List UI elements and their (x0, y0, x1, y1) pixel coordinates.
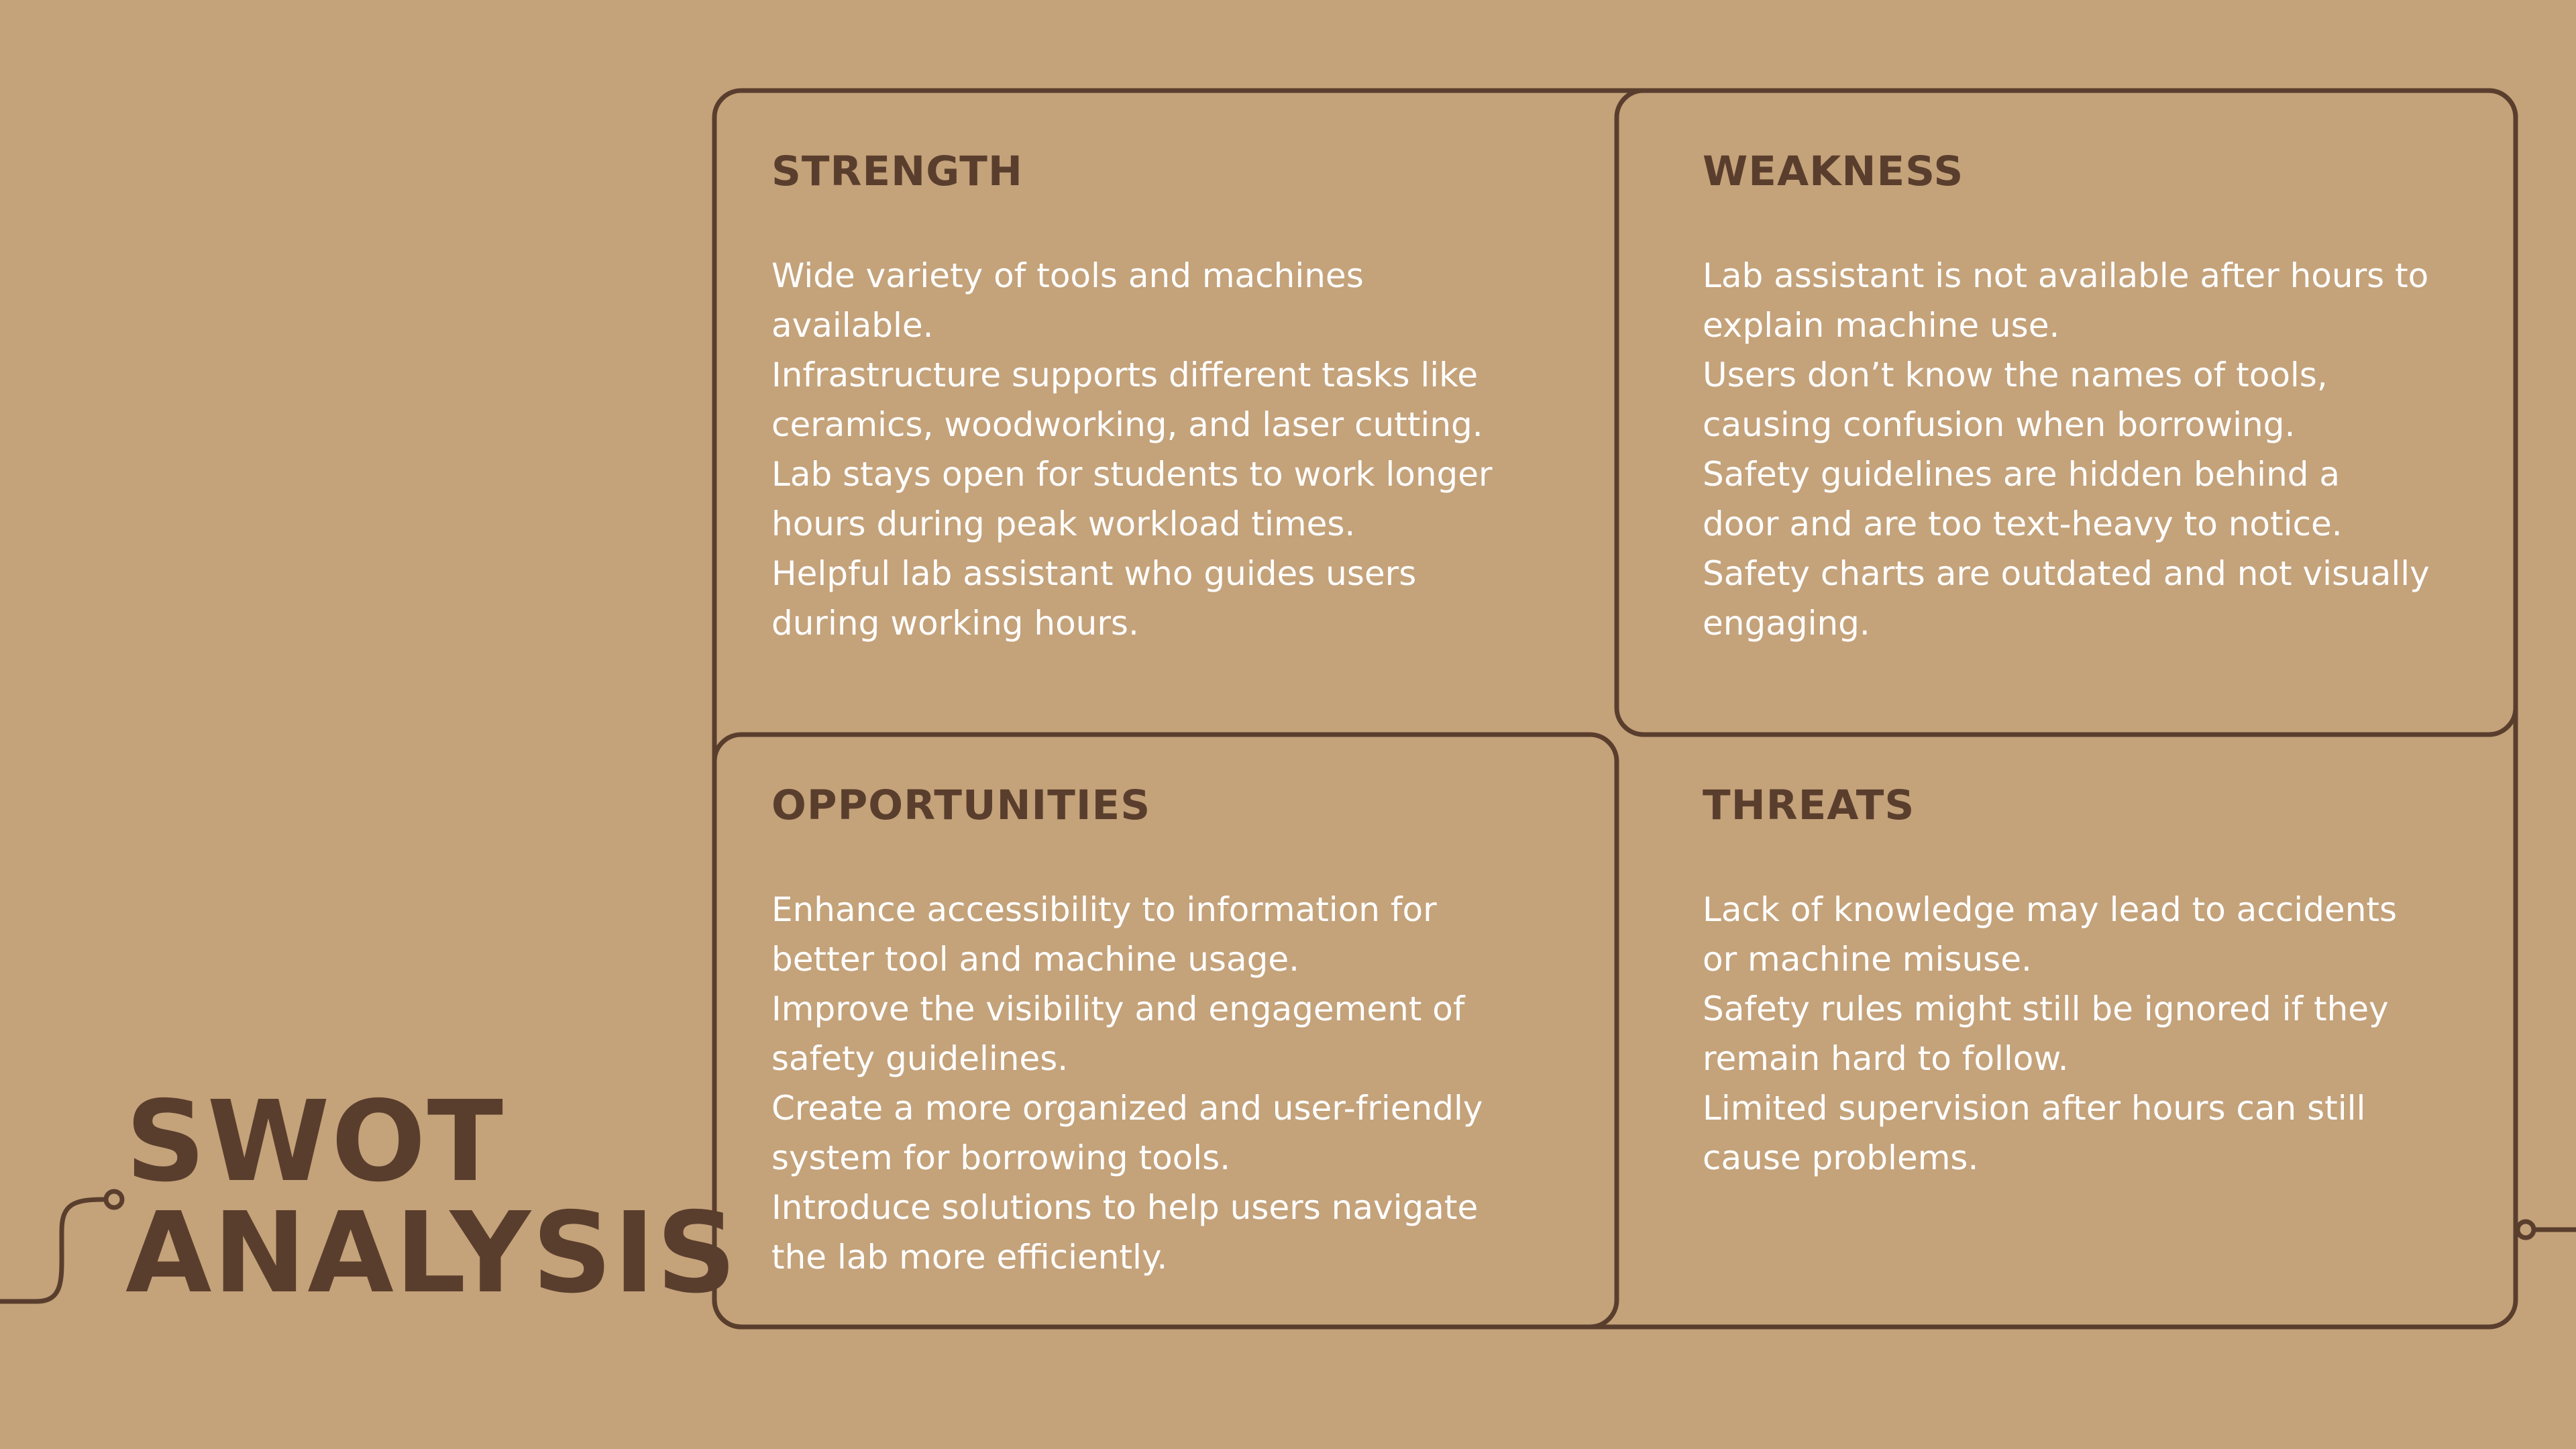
strength-item: Wide variety of tools and machines available. (771, 256, 1364, 345)
left-connector-node (106, 1191, 122, 1208)
weakness-quadrant (1703, 148, 2501, 648)
strength-quadrant (771, 148, 1603, 648)
page-title-line-2: ANALYSIS (125, 1189, 738, 1318)
weakness-item: Users don’t know the names of tools, causing confusion when borrowing. (1703, 356, 2328, 444)
right-connector-node (2518, 1222, 2534, 1238)
opportunities-list (771, 885, 1603, 1282)
weakness-list (1703, 251, 2501, 648)
page-title-line-1: SWOT (125, 1077, 505, 1207)
threats-quadrant (1703, 782, 2501, 1183)
opportunities-heading: OPPORTUNITIES (771, 782, 1151, 829)
threats-item: Lack of knowledge may lead to accidents or machine misuse. (1703, 890, 2398, 979)
threats-list (1703, 885, 2501, 1183)
strength-heading: STRENGTH (771, 148, 1023, 195)
strength-item: Infrastructure supports different tasks like ceramics, woodworking, and laser cutting. (771, 356, 1483, 444)
weakness-heading: WEAKNESS (1703, 148, 1964, 195)
strength-item: Lab stays open for students to work longer hours during peak workload times. (771, 455, 1493, 543)
weakness-item: Safety charts are outdated and not visually engaging. (1703, 554, 2430, 643)
left-connector-line (0, 1199, 114, 1301)
threats-item: Safety rules might still be ignored if they remain hard to follow. (1703, 989, 2389, 1078)
strength-item: Helpful lab assistant who guides users during working hours. (771, 554, 1417, 643)
opportunities-item: Introduce solutions to help users navigate the lab more efficiently. (771, 1188, 1479, 1277)
opportunities-item: Enhance accessibility to information for better tool and machine usage. (771, 890, 1437, 979)
strength-list (771, 251, 1603, 648)
opportunities-item: Improve the visibility and engagement of safety guidelines. (771, 989, 1465, 1078)
weakness-item: Lab assistant is not available after hours to explain machine use. (1703, 256, 2429, 345)
opportunities-item: Create a more organized and user-friendly system for borrowing tools. (771, 1089, 1483, 1177)
weakness-item: Safety guidelines are hidden behind a door and are too text-heavy to notice. (1703, 455, 2343, 543)
threats-heading: THREATS (1703, 782, 1915, 829)
threats-item: Limited supervision after hours can still cause problems. (1703, 1089, 2366, 1177)
opportunities-quadrant (771, 782, 1603, 1282)
page-title (125, 1077, 738, 1318)
